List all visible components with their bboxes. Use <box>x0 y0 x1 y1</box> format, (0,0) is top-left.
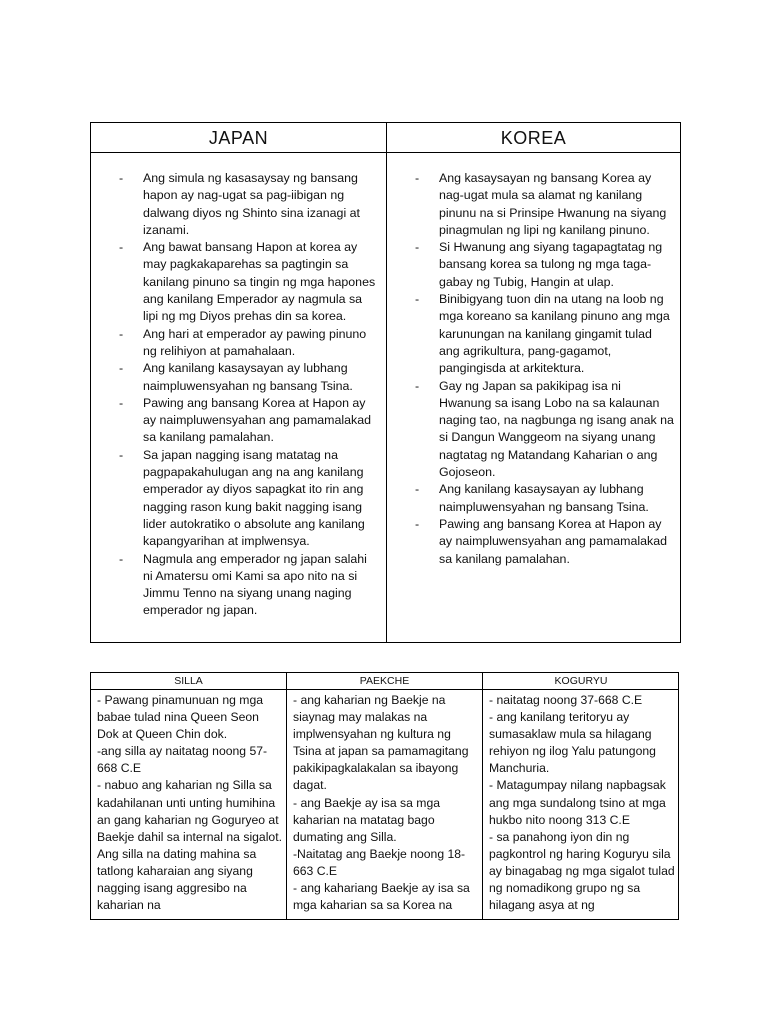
korea-item: - Binibigyang tuon din na utang na loob ng mga koreano sa kanilang pinuno ang mga karunungan na kanilang gingamit tulad ang agrikultura, pang-gagamot, pangingisda at arkitektura. <box>411 291 675 377</box>
korea-item: - Ang kanilang kasaysayan ay lubhang naimpluwensyahan ng bansang Tsina. <box>411 481 675 516</box>
koguryu-cell: - naitatag noong 37-668 C.E - ang kanilang teritoryu ay sumasaklaw mula sa hilagang rehiyon ng ilog Yalu patungong Manchuria. - Matagumpay nilang napbagsak ang mga sundalong tsino at mga hukbo nito noong 313 C.E - sa panahong iyon din ng pagkontrol ng haring Koguryu sila ay binagabag ng mga sigalot tulad ng nomadikong grupo ng sa hilagang asya at ng <box>489 693 675 913</box>
japan-item: - Nagmula ang emperador ng japan salahi ni Amatersu omi Kami sa apo nito na si Jimmu Tenno na siyang unang naging emperador ng japan. <box>115 551 377 620</box>
column-divider <box>286 673 287 919</box>
silla-header: SILLA <box>174 675 203 687</box>
three-kingdoms-table <box>90 672 679 920</box>
japan-item: - Sa japan nagging isang matatag na pagpapakahulugan ang na ang kanilang emperador ay diyos sapagkat ito rin ang nagging rason kung bakit nagging isang lider autokratiko o absolute ang kanilang kapangyarihan at implwensya. <box>115 447 377 551</box>
korea-item: - Pawing ang bansang Korea at Hapon ay ay naimpluwensyahan ang pamamalakad sa kanilang pamalahan. <box>411 516 675 568</box>
japan-item: - Ang bawat bansang Hapon at korea ay may pagkakaparehas sa pagtingin sa kanilang pinuno sa tingin ng mga hapones ang kanilang Emperador ay nagmula sa lipi ng mg Diyos prehas din sa korea. <box>115 239 377 325</box>
japan-item: - Ang simula ng kasasaysay ng bansang hapon ay nag-ugat sa pag-iibigan ng dalwang diyos ng Shinto sina izanagi at izanami. <box>115 170 377 239</box>
column-divider <box>482 673 483 919</box>
japan-item: - Ang kanilang kasaysayan ay lubhang naimpluwensyahan ng bansang Tsina. <box>115 360 377 395</box>
korea-item: - Si Hwanung ang siyang tagapagtatag ng bansang korea sa tulong ng mga taga-gabay ng Tubig, Hangin at ulap. <box>411 239 675 291</box>
paekche-cell: - ang kaharian ng Baekje na siaynag may malakas na implwensyahan ng kultura ng Tsina at japan sa pamamagitang pakikipagkalakalan sa ibayong dagat. - ang Baekje ay isa sa mga kaharian na matatag bago dumating ang Silla. -Naitatag ang Baekje noong 18-663 C.E - ang kahariang Baekje ay isa sa mga kaharian sa sa Korea na <box>293 693 470 913</box>
koguryu-header: KOGURYU <box>554 675 608 687</box>
japan-list <box>115 170 377 620</box>
japan-korea-table <box>90 122 681 643</box>
paekche-header: PAEKCHE <box>359 675 410 687</box>
korea-item: - Gay ng Japan sa pakikipag isa ni Hwanung sa isang Lobo na sa kalaunan naging tao, na nagbunga ng isang anak na si Dangun Wanggeom na siyang unang nagtatag ng Matandang Kaharian o ang Gojoseon. <box>411 378 675 482</box>
japan-header: JAPAN <box>208 128 269 148</box>
silla-cell: - Pawang pinamunuan ng mga babae tulad nina Queen Seon Dok at Queen Chin dok. -ang silla ay naitatag noong 57-668 C.E - nabuo ang kaharian ng Silla sa kadahilanan unti unting humihina an gang kaharian ng Goguryeo at Baekje dahil sa internal na sigalot. Ang silla na dating mahina sa tatlong kaharaian ang siyang nagging isang aggresibo na kaharian na <box>97 693 282 913</box>
japan-item: - Pawing ang bansang Korea at Hapon ay ay naimpluwensyahan ang pamamalakad sa kanilang pamalahan. <box>115 395 377 447</box>
column-divider <box>386 123 387 642</box>
korea-header: KOREA <box>500 128 567 148</box>
korea-item: - Ang kasaysayan ng bansang Korea ay nag-ugat mula sa alamat ng kanilang pinunu na si Prinsipe Hwanung na siyang pinagmulan ng lipi ng kanilang pinuno. <box>411 170 675 239</box>
korea-list <box>411 170 675 568</box>
japan-item: - Ang hari at emperador ay pawing pinuno ng relihiyon at pamahalaan. <box>115 326 377 361</box>
